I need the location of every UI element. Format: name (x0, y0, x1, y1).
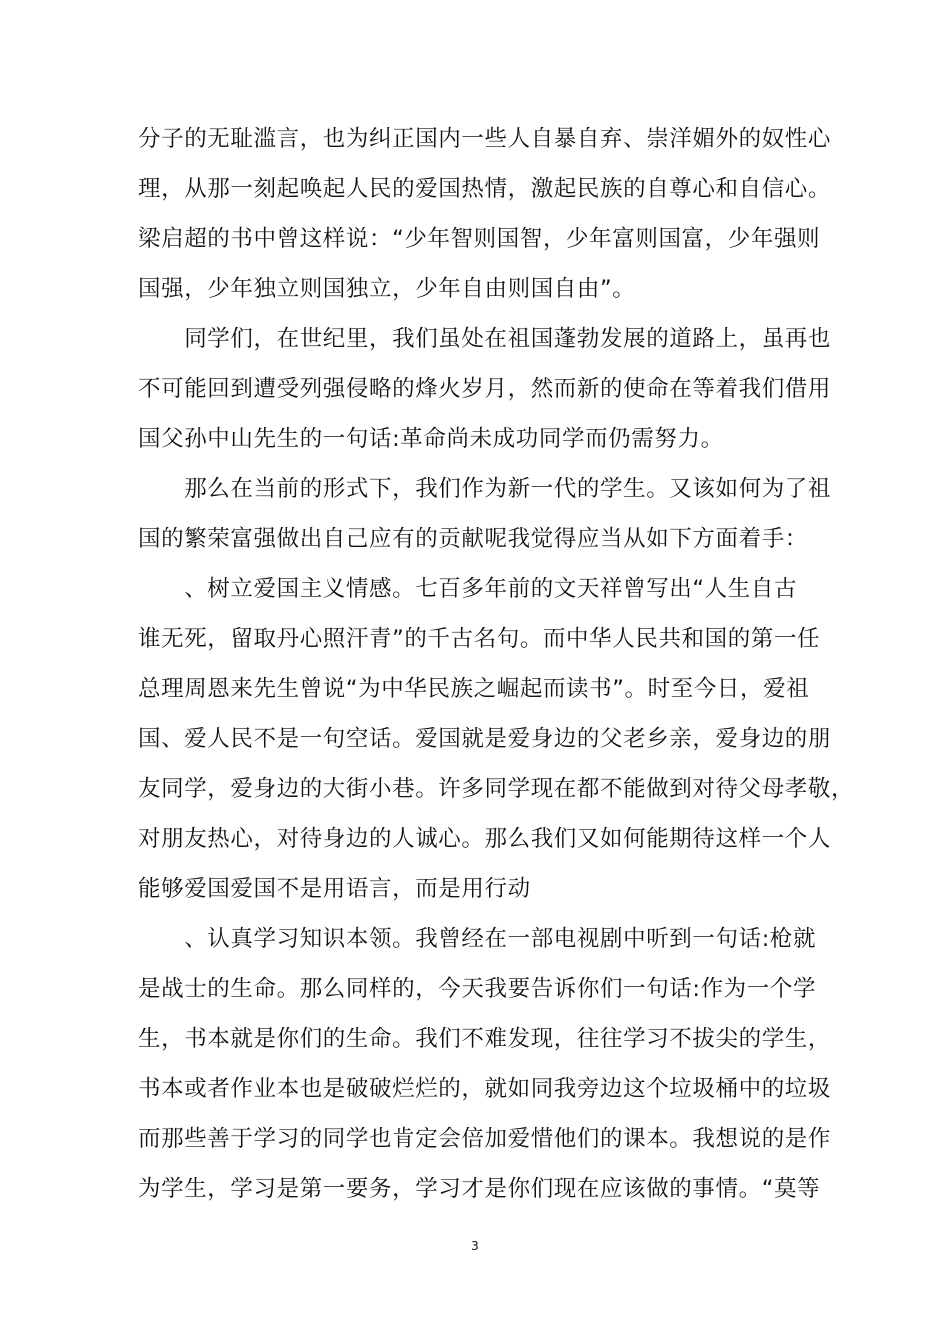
text-line: 不可能回到遭受列强侵略的烽火岁月，然而新的使命在等着我们借用 (138, 376, 832, 402)
text-line: 国、爱人民不是一句空话。爱国就是爱身边的父老乡亲，爱身边的朋 (138, 726, 832, 752)
text-line: 对朋友热心，对待身边的人诚心。那么我们又如何能期待这样一个人 (138, 826, 832, 852)
text-line: 梁启超的书中曾这样说：“少年智则国智，少年富则国富，少年强则 (138, 226, 821, 252)
text-line: 国父孙中山先生的一句话:革命尚未成功同学而仍需努力。 (138, 426, 724, 452)
text-line: 那么在当前的形式下，我们作为新一代的学生。又该如何为了祖 (138, 476, 832, 502)
text-line: 而那些善于学习的同学也肯定会倍加爱惜他们的课本。我想说的是作 (138, 1126, 832, 1152)
text-line: 生，书本就是你们的生命。我们不难发现，往往学习不拔尖的学生， (138, 1026, 832, 1052)
text-line: 能够爱国爱国不是用语言，而是用行动 (138, 876, 531, 902)
text-line: 为学生，学习是第一要务，学习才是你们现在应该做的事情。“莫等 (138, 1176, 821, 1202)
text-line: 同学们，在世纪里，我们虽处在祖国蓬勃发展的道路上，虽再也 (138, 326, 832, 352)
text-line: 分子的无耻滥言，也为纠正国内一些人自暴自弃、崇洋媚外的奴性心 (138, 126, 832, 152)
text-line: 书本或者作业本也是破破烂烂的，就如同我旁边这个垃圾桶中的垃圾 (138, 1076, 832, 1102)
text-line: 总理周恩来先生曾说“为中华民族之崛起而读书”。时至今日，爱祖 (138, 676, 810, 702)
text-line: 谁无死，留取丹心照汗青”的千古名句。而中华人民共和国的第一任 (138, 626, 821, 652)
text-line: 、树立爱国主义情感。七百多年前的文天祥曾写出“人生自古 (138, 576, 798, 602)
text-line: 国的繁荣富强做出自己应有的贡献呢我觉得应当从如下方面着手： (138, 526, 808, 552)
text-line: 、认真学习知识本领。我曾经在一部电视剧中听到一句话:枪就 (138, 926, 817, 952)
text-line: 国强，少年独立则国独立，少年自由则国自由”。 (138, 276, 636, 302)
text-line: 友同学，爱身边的大街小巷。许多同学现在都不能做到对待父母孝敬， (138, 776, 855, 802)
text-line: 是战士的生命。那么同样的，今天我要告诉你们一句话:作为一个学 (138, 976, 817, 1002)
text-line: 理，从那一刻起唤起人民的爱国热情，激起民族的自尊心和自信心。 (138, 176, 832, 202)
page-number: 3 (471, 1239, 479, 1253)
